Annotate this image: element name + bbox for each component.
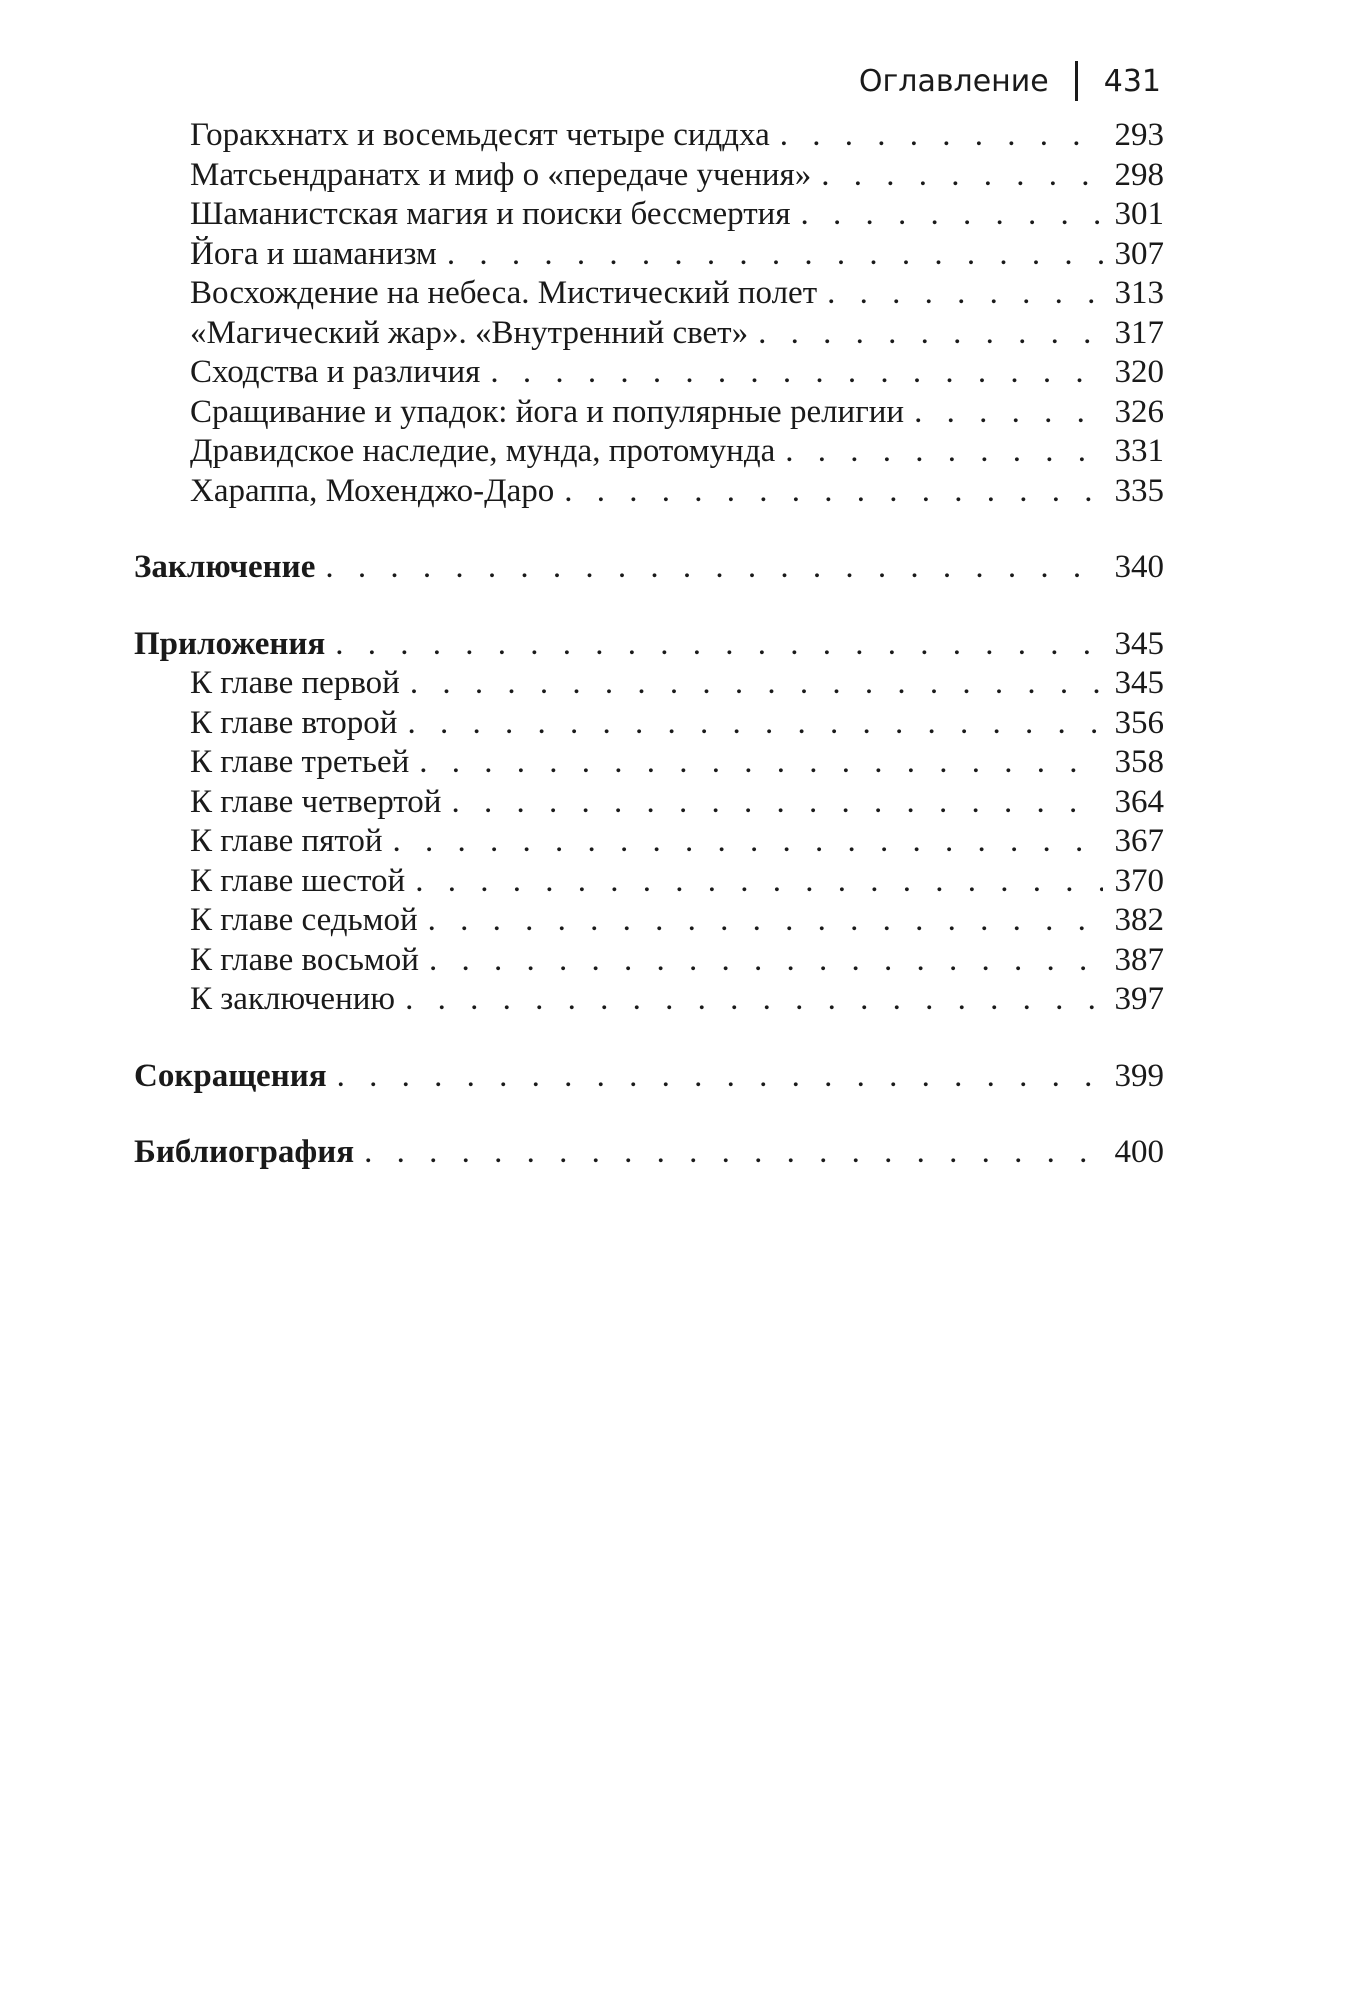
toc-dot-leader: [407, 704, 1102, 744]
toc-dot-leader: [393, 822, 1103, 862]
toc-entry-page: 298: [1114, 156, 1164, 193]
toc-section-entry[interactable]: [134, 1057, 1164, 1097]
toc-entry[interactable]: [134, 472, 1164, 512]
toc-entry-title: Йога и шаманизм: [190, 235, 437, 272]
toc-entry[interactable]: [134, 862, 1164, 902]
toc-entry[interactable]: [134, 353, 1164, 393]
toc-entry-page: 301: [1114, 196, 1164, 232]
toc-entry-title: Восхождение на небеса. Мистический полет: [190, 275, 818, 311]
toc-entry-page: 382: [1114, 902, 1164, 938]
toc-entry-title: К главе шестой: [190, 862, 406, 899]
toc-section-entry[interactable]: [134, 1133, 1164, 1173]
toc-entry-page: 345: [1114, 625, 1164, 662]
toc-dot-leader: [801, 195, 1103, 235]
toc-entry-page: 326: [1114, 393, 1164, 430]
toc-dot-leader: [780, 116, 1103, 156]
toc-entry[interactable]: [134, 235, 1164, 275]
toc-section-title: Приложения: [134, 625, 326, 662]
toc-dot-leader: [914, 393, 1102, 433]
toc-entry-page: 399: [1114, 1057, 1164, 1094]
toc-dot-leader: [451, 783, 1102, 823]
toc-dot-leader: [325, 548, 1102, 588]
toc-entry-title: Дравидское наследие, мунда, протомунда: [190, 433, 776, 469]
toc-entry-title: Сращивание и упадок: йога и популярные религии: [190, 393, 905, 430]
toc-dot-leader: [415, 862, 1102, 902]
toc-section-title: Сокращения: [134, 1057, 327, 1094]
toc-entry[interactable]: [134, 901, 1164, 941]
running-head: [859, 56, 1161, 106]
toc-entry[interactable]: [134, 432, 1164, 472]
toc-dot-leader: [827, 274, 1102, 314]
toc-dot-leader: [410, 664, 1103, 704]
toc-dot-leader: [335, 625, 1102, 665]
toc-entry-page: 340: [1114, 549, 1164, 585]
toc-entry[interactable]: [134, 783, 1164, 823]
toc-entry-page: 313: [1114, 275, 1164, 311]
toc-entry[interactable]: [134, 314, 1164, 354]
toc-entry-page: 317: [1114, 314, 1164, 351]
page-number: 431: [1103, 63, 1161, 99]
toc-dot-leader: [428, 901, 1103, 941]
toc-entry[interactable]: [134, 941, 1164, 981]
toc-entry-page: 335: [1114, 472, 1164, 509]
toc-dot-leader: [405, 980, 1102, 1020]
toc-section-entry[interactable]: [134, 548, 1164, 588]
toc-entry-title: Горакхнатх и восемьдесят четыре сиддха: [190, 117, 770, 153]
toc-entry[interactable]: [134, 195, 1164, 235]
toc-entry-page: 387: [1114, 941, 1164, 978]
toc-entry[interactable]: [134, 274, 1164, 314]
toc-entry-title: К главе пятой: [190, 823, 383, 859]
toc-entry-title: К главе седьмой: [190, 902, 418, 938]
toc-dot-leader: [564, 472, 1102, 512]
toc-section-entry[interactable]: [134, 625, 1164, 665]
toc-entry-title: К главе четвертой: [190, 783, 442, 820]
toc-dot-leader: [447, 235, 1103, 275]
toc-entry-page: 400: [1114, 1134, 1164, 1170]
toc-entry[interactable]: [134, 664, 1164, 704]
toc-entry-page: 331: [1114, 433, 1164, 469]
toc-entry-page: 307: [1114, 235, 1164, 272]
toc-dot-leader: [785, 432, 1102, 472]
toc-entry-page: 345: [1114, 665, 1164, 701]
toc-dot-leader: [490, 353, 1102, 393]
toc-entry-page: 320: [1114, 354, 1164, 390]
toc-entry-title: К главе третьей: [190, 744, 410, 780]
toc-entry-title: «Магический жар». «Внутренний свет»: [190, 314, 749, 351]
toc-entry-page: 356: [1114, 704, 1164, 741]
toc-entry[interactable]: [134, 704, 1164, 744]
toc-entry[interactable]: [134, 116, 1164, 156]
running-head-title: Оглавление: [858, 63, 1049, 99]
toc-entry-title: Сходства и различия: [190, 354, 481, 390]
toc-entry-title: К заключению: [190, 981, 396, 1017]
toc-section-title: Библиография: [134, 1134, 355, 1170]
toc-entry-page: 364: [1114, 783, 1164, 820]
toc-entry-page: 358: [1114, 744, 1164, 780]
toc-dot-leader: [419, 743, 1102, 783]
toc-entry[interactable]: [134, 822, 1164, 862]
table-of-contents: [134, 116, 1164, 1173]
toc-dot-leader: [429, 941, 1103, 981]
toc-dot-leader: [364, 1133, 1102, 1173]
toc-entry-page: 370: [1114, 862, 1164, 899]
toc-entry-title: К главе первой: [190, 665, 400, 701]
toc-entry-page: 397: [1114, 981, 1164, 1017]
toc-entry-page: 293: [1114, 117, 1164, 153]
toc-entry[interactable]: [134, 393, 1164, 433]
toc-entry-title: Шаманистская магия и поиски бессмертия: [190, 196, 791, 232]
toc-entry[interactable]: [134, 980, 1164, 1020]
toc-entry-title: Хараппа, Мохенджо-Даро: [190, 472, 555, 509]
running-head-divider: [1075, 61, 1078, 101]
toc-entry-page: 367: [1114, 823, 1164, 859]
toc-entry[interactable]: [134, 743, 1164, 783]
toc-entry-title: К главе восьмой: [190, 941, 419, 978]
toc-dot-leader: [337, 1057, 1103, 1097]
toc-entry-title: К главе второй: [190, 704, 398, 741]
toc-section-title: Заключение: [134, 549, 316, 585]
toc-entry-title: Матсьендранатх и миф о «передаче учения»: [190, 156, 812, 193]
toc-dot-leader: [821, 156, 1102, 196]
toc-dot-leader: [758, 314, 1102, 354]
toc-entry[interactable]: [134, 156, 1164, 196]
